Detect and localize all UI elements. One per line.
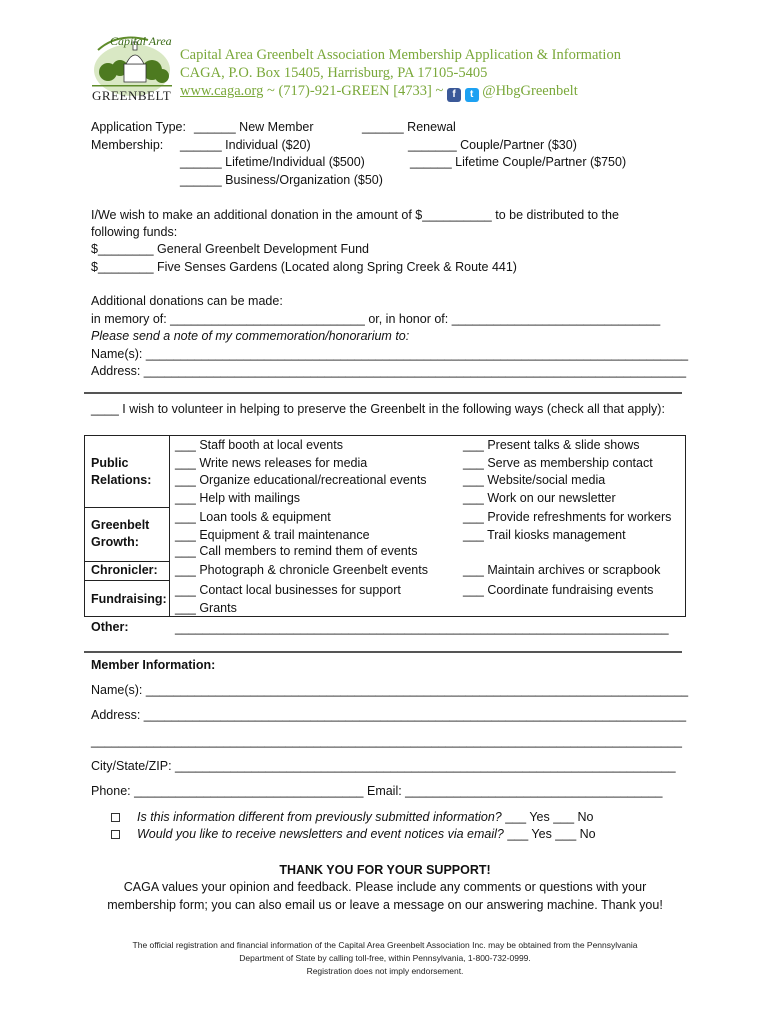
- member-info-title: Member Information:: [91, 658, 216, 672]
- volunteer-option[interactable]: ___ Present talks & slide shows: [463, 438, 640, 452]
- volunteer-option[interactable]: ___ Serve as membership contact: [463, 456, 653, 470]
- volunteer-intro[interactable]: ____ I wish to volunteer in helping to preserve the Greenbelt in the following ways (check all that apply):: [91, 402, 665, 416]
- additional-donations-label: Additional donations can be made:: [91, 294, 283, 308]
- footer-line2: Department of State by calling toll-free, within Pennsylvania, 1-800-732-0999.: [239, 953, 531, 963]
- volunteer-option[interactable]: ___ Trail kiosks management: [463, 528, 626, 542]
- category-greenbelt-growth: Greenbelt Growth:: [91, 518, 150, 549]
- checkbox-icon[interactable]: [111, 830, 120, 839]
- logo-text-bottom: GREENBELT: [92, 88, 172, 103]
- renewal-option[interactable]: ______ Renewal: [362, 120, 456, 134]
- section-divider: [84, 651, 682, 653]
- volunteer-option[interactable]: ___ Photograph & chronicle Greenbelt events: [175, 563, 428, 577]
- couple-option[interactable]: _______ Couple/Partner ($30): [408, 138, 577, 152]
- checkbox-icon[interactable]: [111, 813, 120, 822]
- question-different-info[interactable]: Is this information different from previously submitted information? ___ Yes ___ No: [137, 810, 594, 824]
- header-phone: ~ (717)-921-GREEN [4733] ~: [263, 83, 444, 99]
- member-names-field[interactable]: Name(s): ______________________________________________________________________________: [91, 683, 689, 697]
- member-address-line2-field[interactable]: _____________________________________________________________________________________: [91, 734, 682, 748]
- volunteer-option[interactable]: ___ Grants: [175, 601, 237, 615]
- caga-logo: [88, 30, 176, 102]
- new-member-option[interactable]: ______ New Member: [194, 120, 314, 134]
- general-fund-field[interactable]: $________ General Greenbelt Development Fund: [91, 242, 369, 256]
- table-row-divider: [84, 580, 170, 581]
- volunteer-option[interactable]: ___ Organize educational/recreational events: [175, 473, 427, 487]
- facebook-icon[interactable]: f: [447, 88, 461, 102]
- table-row-divider: [84, 507, 170, 508]
- footer-line1: The official registration and financial information of the Capital Area Greenbelt Association Inc. may be obtained from the Pennsylvania: [132, 940, 638, 950]
- volunteer-option[interactable]: ___ Contact local businesses for support: [175, 583, 401, 597]
- volunteer-option[interactable]: ___ Call members to remind them of events: [175, 544, 418, 558]
- social-handle: @HbgGreenbelt: [482, 83, 578, 99]
- volunteer-option[interactable]: ___ Website/social media: [463, 473, 606, 487]
- volunteer-option[interactable]: ___ Equipment & trail maintenance: [175, 528, 370, 542]
- category-public-relations: Public Relations:: [91, 456, 152, 487]
- category-chronicler: Chronicler:: [91, 563, 158, 577]
- category-other: Other:: [91, 620, 129, 634]
- honoree-names-field[interactable]: Name(s): ______________________________________________________________________________: [91, 347, 689, 361]
- volunteer-option[interactable]: ___ Staff booth at local events: [175, 438, 343, 452]
- thank-you-line1: CAGA values your opinion and feedback. Please include any comments or questions with your: [123, 880, 647, 894]
- header-contact: [180, 82, 578, 102]
- volunteer-option[interactable]: ___ Work on our newsletter: [463, 491, 616, 505]
- footer-line3: Registration does not imply endorsement.: [306, 966, 464, 976]
- header-address: CAGA, P.O. Box 15405, Harrisburg, PA 17105-5405: [180, 65, 488, 81]
- individual-option[interactable]: ______ Individual ($20): [180, 138, 311, 152]
- question-newsletter[interactable]: Would you like to receive newsletters and event notices via email? ___ Yes ___ No: [137, 827, 596, 841]
- city-state-zip-field[interactable]: City/State/ZIP: ________________________________________________________________________: [91, 759, 676, 773]
- memory-honor-field[interactable]: in memory of: ____________________________ or, in honor of: ______________________________: [91, 312, 661, 326]
- member-address-field[interactable]: Address: ______________________________________________________________________________: [91, 708, 687, 722]
- volunteer-option[interactable]: ___ Maintain archives or scrapbook: [463, 563, 661, 577]
- note-instruction: Please send a note of my commemoration/honorarium to:: [91, 329, 410, 343]
- volunteer-option[interactable]: ___ Provide refreshments for workers: [463, 510, 672, 524]
- volunteer-option[interactable]: ___ Write news releases for media: [175, 456, 368, 470]
- other-field[interactable]: _______________________________________________________________________: [175, 621, 669, 635]
- volunteer-option[interactable]: ___ Loan tools & equipment: [175, 510, 331, 524]
- website-link[interactable]: www.caga.org: [180, 83, 264, 99]
- phone-email-field[interactable]: Phone: _________________________________ Email: _____________________________________: [91, 784, 663, 798]
- volunteer-option[interactable]: ___ Help with mailings: [175, 491, 301, 505]
- section-divider: [84, 392, 682, 394]
- application-type-label: Application Type:: [91, 120, 186, 134]
- header-title: Capital Area Greenbelt Association Membership Application & Information: [180, 47, 621, 63]
- donation-line1[interactable]: I/We wish to make an additional donation in the amount of $__________ to be distributed to the: [91, 208, 619, 222]
- business-option[interactable]: ______ Business/Organization ($50): [180, 173, 383, 187]
- thank-you-line2: membership form; you can also email us or leave a message on our answering machine. Thank you!: [107, 898, 663, 912]
- logo-text-top: Capital Area: [110, 34, 172, 48]
- category-fundraising: Fundraising:: [91, 592, 167, 606]
- lifetime-couple-option[interactable]: ______ Lifetime Couple/Partner ($750): [410, 155, 627, 169]
- lifetime-individual-option[interactable]: ______ Lifetime/Individual ($500): [180, 155, 365, 169]
- honoree-address-field[interactable]: Address: ______________________________________________________________________________: [91, 364, 687, 378]
- five-senses-fund-field[interactable]: $________ Five Senses Gardens (Located along Spring Creek & Route 441): [91, 260, 517, 274]
- membership-label: Membership:: [91, 138, 164, 152]
- twitter-icon[interactable]: t: [465, 88, 479, 102]
- volunteer-option[interactable]: ___ Coordinate fundraising events: [463, 583, 654, 597]
- thank-you-title: THANK YOU FOR YOUR SUPPORT!: [279, 863, 491, 877]
- donation-line2: following funds:: [91, 225, 178, 239]
